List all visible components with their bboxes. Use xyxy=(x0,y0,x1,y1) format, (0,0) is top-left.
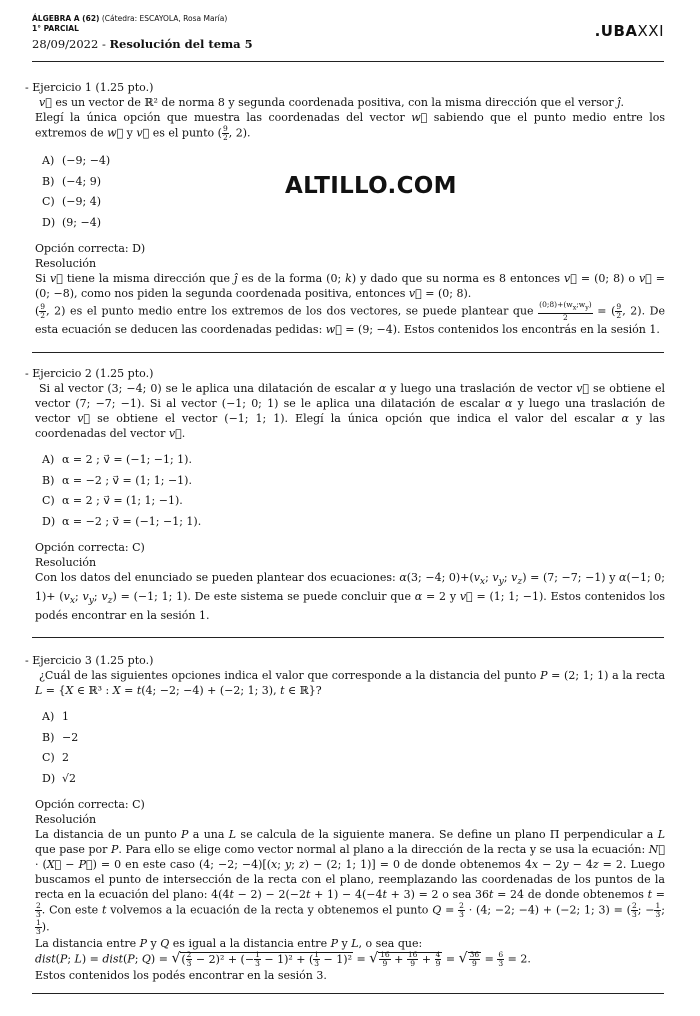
exercise-1-resolution: Si v⃗ tiene la misma dirección que ĵ es de la forma (0; k) y dado que su norma es 8 entonces v⃗ = (0; 8) o v⃗ = (0; −8), como nos piden la segunda coordenada positiva, entonces v⃗ = (0; 8). ( $\frac{9}{2}$ , 2) es el punto medio entre los extremos de los dos vectores, se puede plantear que $\frac{(0;8)+(w_x;w_y)}{2}$ = ( $\frac{9}{2}$ , 2). De esta ecuación se deducen las coordenadas pedidas: w⃗ = (9; −4). Estos contenidos los encontrás en la sesión 1. xyxy=(35,272,666,336)
exercise-1-title: - Ejercicio 1 (1.25 pto.) xyxy=(25,81,154,94)
exercise-3-resolution-label: Resolución xyxy=(35,813,97,826)
option-c[interactable]: C) (−9; 4) xyxy=(42,195,101,208)
exam-date: 28/09/2022 xyxy=(32,37,99,51)
uba-xxi-logo: .UBAXXI xyxy=(594,22,664,40)
option-b[interactable]: B) (−4; 9) xyxy=(42,174,101,188)
exercise-2-resolution: Con los datos del enunciado se pueden plantear dos ecuaciones: α(3; −4; $0)+(v_x$; $v_y$; $v_z) = (7$; −7; −1) y α(−1; 0; $1)+ (v_x$; $v_y$; $v_z) = (-1$; 1; 1). De este sistema se puede concluir que α = 2 y v⃗ = (1; 1; −1). Estos contenidos los podés encontrar en la sesión 1. xyxy=(35,571,666,623)
exercise-1-options xyxy=(25,151,665,233)
option-c[interactable]: C) α = 2 ; v⃗ = (1; 1; −1). xyxy=(42,494,183,507)
exercise-3-title: - Ejercicio 3 (1.25 pto.) xyxy=(25,654,154,667)
exercise-2-correct: Opción correcta: C) xyxy=(35,541,145,554)
exercise-1-statement: v⃗ es un vector de ℝ² de norma 8 y segunda coordenada positiva, con la misma dirección que el versor ĵ. Elegí la única opción que muestra las coordenadas del vector w⃗ sabiendo que el punto medio entre los extremos de w⃗ y v⃗ es el punto ( $\frac{9}{2}$ , 2). xyxy=(35,96,665,142)
exercise-2-statement: Si al vector (3; −4; 0) se le aplica una dilatación de escalar α y luego una traslación de vector v⃗ se obtiene el vector (7; −7; −1). Si al vector (−1; 0; 1) se le aplica una dilatación de escalar α y luego una traslación de vector v⃗ se obtiene el vector (−1; 1; 1). Elegí la única opción que indica el valor del escalar α y las coordenadas del vector v⃗. xyxy=(35,382,665,440)
option-a[interactable]: A) α = 2 ; v⃗ = (−1; −1; 1). xyxy=(42,453,192,466)
divider-3 xyxy=(32,993,664,994)
course-line xyxy=(32,14,664,24)
divider-2 xyxy=(32,637,664,638)
exercise-2-title: - Ejercicio 2 (1.25 pto.) xyxy=(25,367,154,380)
exercise-2-options xyxy=(25,450,665,532)
exercise-3-correct: Opción correcta: C) xyxy=(35,798,145,811)
option-b[interactable]: B) α = −2 ; v⃗ = (1; 1; −1). xyxy=(42,473,192,487)
exercise-1-resolution-label: Resolución xyxy=(35,257,97,270)
exercise-3-statement: ¿Cuál de las siguientes opciones indica el valor que corresponde a la distancia del punto P = (2; 1; 1) a la recta L = {X ∈ ℝ³ : X = t(4; −2; −4) + (−2; 1; 3), t ∈ ℝ}? xyxy=(35,669,665,697)
watermark: ALTILLO.COM xyxy=(285,173,457,199)
separator: - xyxy=(98,37,110,51)
exercise-1 xyxy=(25,80,665,337)
exercise-1-correct: Opción correcta: D) xyxy=(35,242,146,255)
option-d[interactable]: D) α = −2 ; v⃗ = (−1; −1; 1). xyxy=(42,514,202,528)
option-a[interactable]: A) 1 xyxy=(42,710,69,723)
exercise-2-resolution-label: Resolución xyxy=(35,556,97,569)
exercise-2 xyxy=(25,366,665,623)
option-d[interactable]: D) (9; −4) xyxy=(42,215,101,229)
option-d[interactable]: D) √2 xyxy=(42,771,77,785)
option-a[interactable]: A) (−9; −4) xyxy=(42,154,111,167)
course-name: ÁLGEBRA A (62) xyxy=(32,14,100,23)
chair-name: (Cátedra: ESCAYOLA, Rosa María) xyxy=(101,14,228,23)
option-b[interactable]: B) −2 xyxy=(42,730,79,744)
page-header xyxy=(32,14,664,52)
header-divider xyxy=(32,61,664,62)
doc-title: Resolución del tema 5 xyxy=(109,37,253,51)
exercise-3-resolution: La distancia de un punto P a una L se calcula de la siguiente manera. Se define un plano Π perpendicular a L que pase por P. Para ello se elige como vector normal al plano a la dirección de la recta y se usa la ecuación: N⃗ · (X⃗ − P⃗) = 0 en este caso (4; −2; −4)[(x; y; z) − (2; 1; 1)] = 0 de donde obtenemos 4x − 2y − 4z = 2. Luego buscamos el punto de intersección de la recta con el plano, reemplazando las coordenadas de los puntos de la recta en la ecuación del plano: 4(4t − 2) − 2(−2t + 1) − 4(−4t + 3) = 2 o sea 36t = 24 de donde obtenemos t = $\frac{2}{3}$ . Con este t volvemos a la ecuación de la recta y obtenemos el punto Q = $\frac{2}{3}$ · (4; −2; −4) + (−2; 1; 3) = ( $\frac{2}{3}$ ; − $\frac{1}{3}$ ; $\frac{1}{3}$ ). La distancia entre P y Q es igual a la distancia entre P y L, o sea que: dist(P; L) = dist(P; Q) = √( $\frac{2}{3}$ − 2)² + (− $\frac{1}{3}$ − 1)² + ( $\frac{1}{3}$ − 1)² = √ $\frac{16}{9}$ + $\frac{16}{9}$ + $\frac{4}{9}$ = √ $\frac{36}{9}$ = $\frac{6}{3}$ = 2. Estos contenidos los podés encontrar en la sesión 3. xyxy=(35,828,666,982)
option-c[interactable]: C) 2 xyxy=(42,751,69,764)
exercise-3 xyxy=(25,653,665,983)
date-title-line xyxy=(32,36,664,52)
exam-name: 1° PARCIAL xyxy=(32,24,79,33)
exercise-3-options xyxy=(25,707,665,789)
divider-1 xyxy=(32,352,664,353)
